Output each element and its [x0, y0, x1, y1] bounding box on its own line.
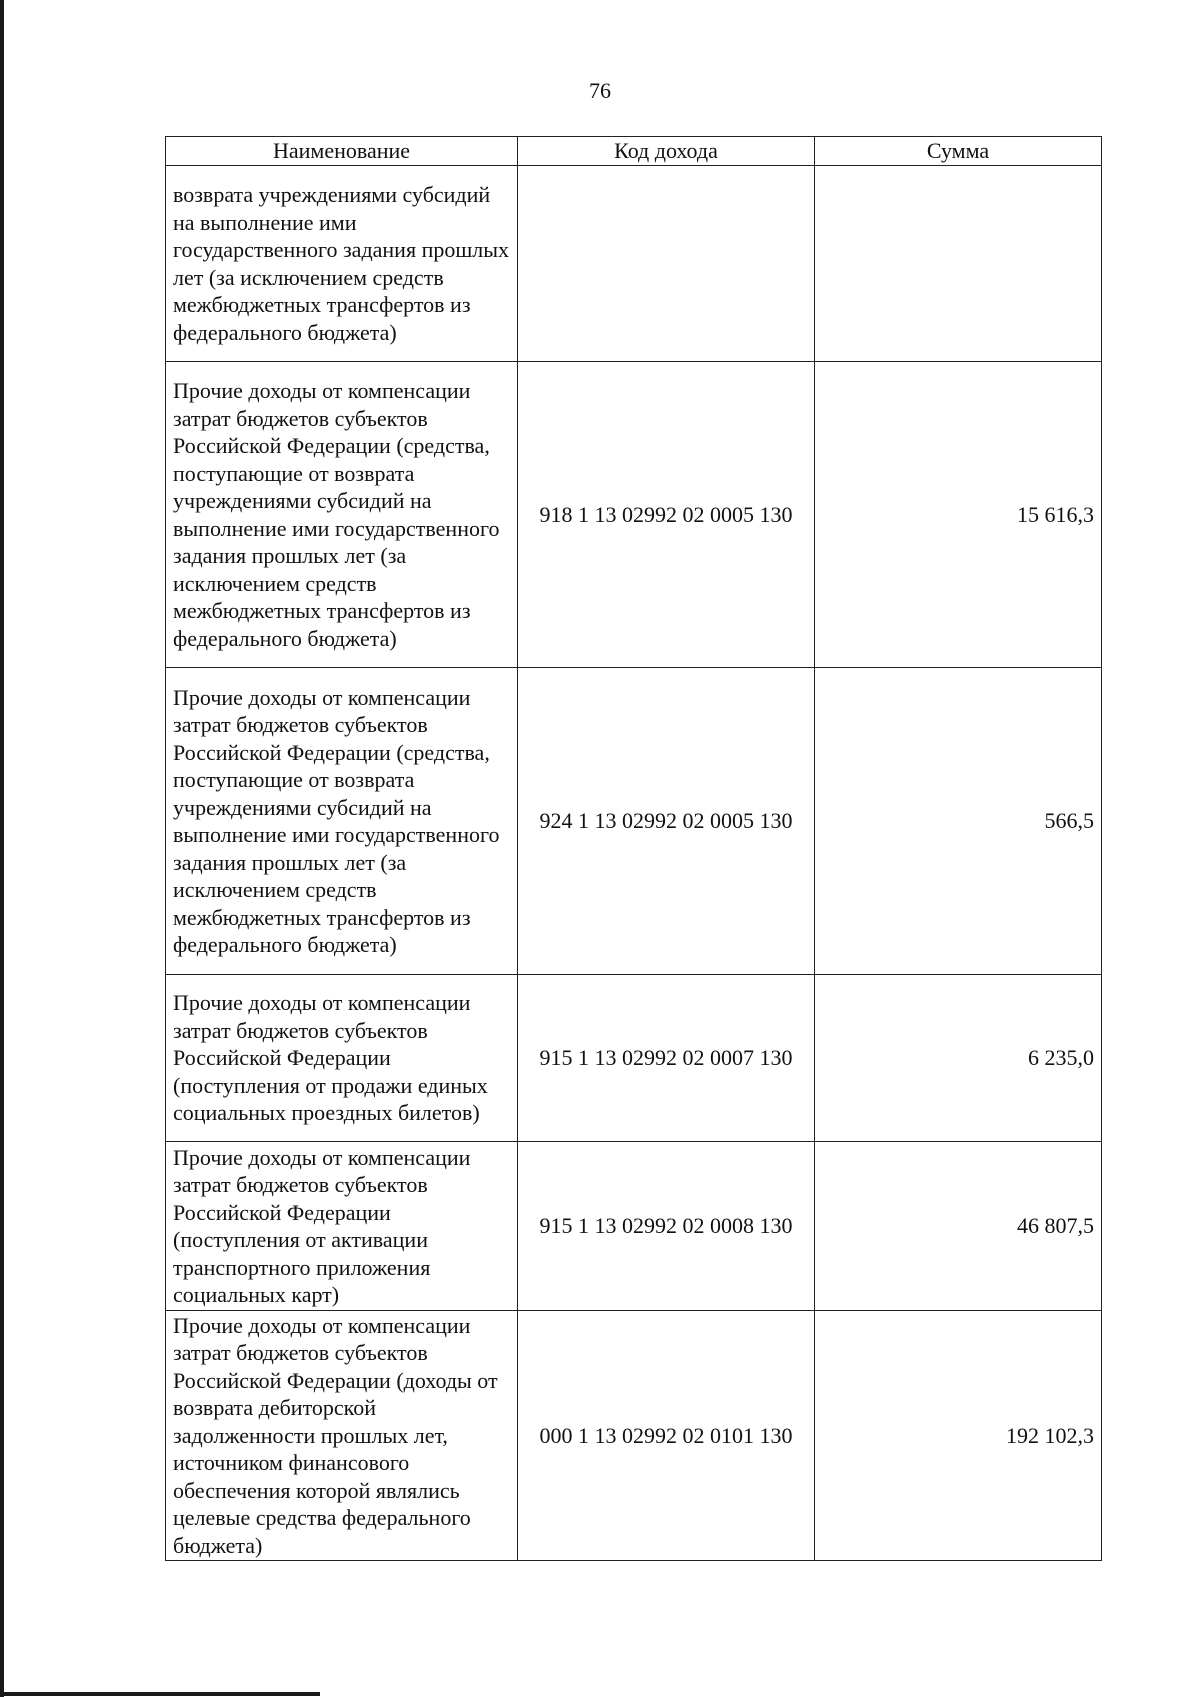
table-row [166, 975, 1102, 1142]
row-code: 918 1 13 02992 02 0005 130 [518, 362, 815, 668]
header-code: Код дохода [518, 137, 815, 166]
table-row [166, 1142, 1102, 1311]
row-sum: 566,5 [815, 668, 1102, 975]
revenue-table [165, 136, 1102, 1561]
row-sum: 15 616,3 [815, 362, 1102, 668]
row-sum: 46 807,5 [815, 1142, 1102, 1311]
row-code [518, 166, 815, 362]
table-header-row [166, 137, 1102, 166]
header-name: Наименование [166, 137, 518, 166]
row-name: Прочие доходы от компенсации затрат бюджетов субъектов Российской Федерации (поступления от продажи единых социальных проездных билетов) [166, 975, 518, 1142]
row-sum: 6 235,0 [815, 975, 1102, 1142]
row-code: 915 1 13 02992 02 0008 130 [518, 1142, 815, 1311]
row-name: Прочие доходы от компенсации затрат бюджетов субъектов Российской Федерации (доходы от возврата дебиторской задолженности прошлых лет, источником финансового обеспечения которой являлись целевые средства федерального бюджета) [166, 1311, 518, 1561]
scan-bottom-edge [0, 1692, 320, 1696]
table-row [166, 1311, 1102, 1561]
row-name: Прочие доходы от компенсации затрат бюджетов субъектов Российской Федерации (поступления от активации транспортного приложения социальных карт) [166, 1142, 518, 1311]
scan-left-edge [0, 0, 4, 1697]
row-code: 915 1 13 02992 02 0007 130 [518, 975, 815, 1142]
row-name: Прочие доходы от компенсации затрат бюджетов субъектов Российской Федерации (средства, поступающие от возврата учреждениями субсидий на выполнение ими государственного задания прошлых лет (за исключением средств межбюджетных трансфертов из федерального бюджета) [166, 668, 518, 975]
row-sum [815, 166, 1102, 362]
row-name: Прочие доходы от компенсации затрат бюджетов субъектов Российской Федерации (средства, поступающие от возврата учреждениями субсидий на выполнение ими государственного задания прошлых лет (за исключением средств межбюджетных трансфертов из федерального бюджета) [166, 362, 518, 668]
row-code: 000 1 13 02992 02 0101 130 [518, 1311, 815, 1561]
table-row [166, 166, 1102, 362]
row-sum: 192 102,3 [815, 1311, 1102, 1561]
table-row [166, 362, 1102, 668]
table-row [166, 668, 1102, 975]
row-name: возврата учреждениями субсидий на выполнение ими государственного задания прошлых лет (за исключением средств межбюджетных трансфертов из федерального бюджета) [166, 166, 518, 362]
row-code: 924 1 13 02992 02 0005 130 [518, 668, 815, 975]
page-number: 76 [589, 78, 611, 103]
header-sum: Сумма [815, 137, 1102, 166]
